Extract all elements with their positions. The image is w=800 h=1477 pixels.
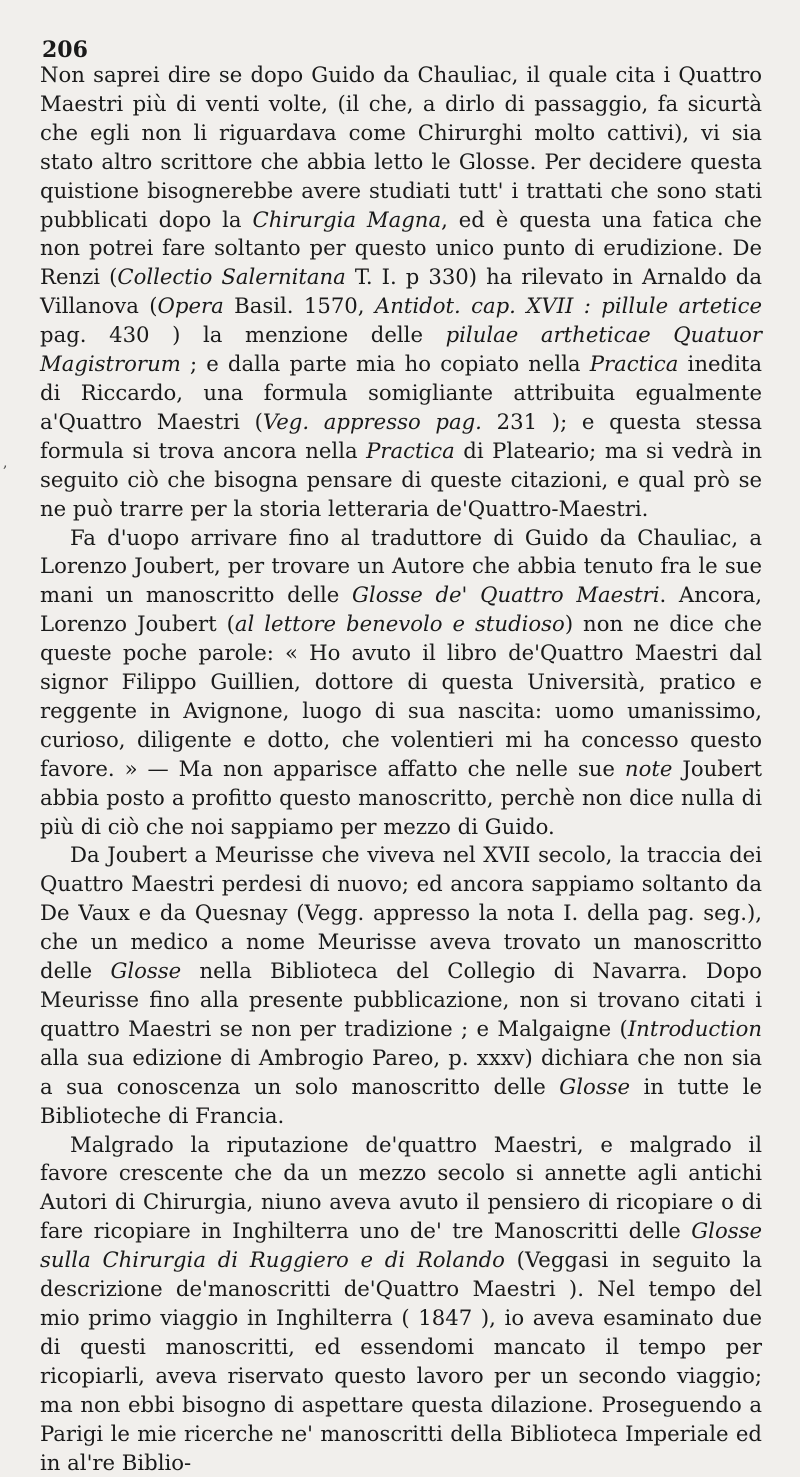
text-run: ) non ne dice che queste poche parole: « Ho avuto il libro de'Quattro Maestri dal signor Filippo Guillien, dottore di questa Università, pratico e reggente in Avignone, luogo di sua nascita: uomo umanissimo, curioso, diligente e dotto, che volentieri mi ha concesso questo favore. » — Ma non apparisce affatto che nelle sue bbox=[40, 611, 762, 781]
italic-text: note bbox=[624, 755, 673, 781]
italic-text: Glosse de' Quattro Maestri bbox=[352, 582, 660, 608]
italic-text: Introduction bbox=[627, 1015, 762, 1041]
italic-text: Chirurgia Magna bbox=[252, 206, 442, 232]
italic-text: Antidot. cap. XVII : pillule artetice bbox=[374, 293, 762, 319]
italic-text: Opera bbox=[157, 293, 224, 319]
italic-text: Glosse sulla Chirurgia di Ruggiero e di Rolando bbox=[40, 1218, 762, 1273]
text-run: , ed è questa una fatica che non potrei fare soltanto per questo unico punto di erudizione. De Renzi ( bbox=[40, 206, 762, 290]
text-run: ; e dalla parte mia ho copiato nella bbox=[180, 351, 590, 377]
text-run: in tutte le Biblioteche di Francia. bbox=[40, 1073, 762, 1128]
body-text bbox=[40, 61, 762, 1477]
italic-text: Glosse bbox=[110, 958, 182, 984]
paragraph bbox=[40, 61, 762, 524]
text-run: di Plateario; ma si vedrà in seguito ciò che bisogna pensare di queste citazioni, e qual prò se ne può trarre per la storia letteraria de'Quattro-Maestri. bbox=[40, 437, 762, 521]
text-run: T. I. p 330) ha rilevato in Arnaldo da Villanova ( bbox=[40, 264, 762, 319]
italic-text: Glosse bbox=[559, 1073, 631, 1099]
italic-text: pilulae artheticae Quatuor Magistrorum bbox=[40, 322, 762, 377]
text-run: (Veggasi in seguito la descrizione de'manoscritti de'Quattro Maestri ). Nel tempo del mio primo viaggio in Inghilterra ( 1847 ), io aveva esaminato due di questi manoscritti, ed essendomi mancato il tempo per ricopiarli, aveva riservato questo lavoro per un secondo viaggio; ma non ebbi bisogno di aspettare questa dilazione. Proseguendo a Parigi le mie ricerche ne' manoscritti della Biblioteca Imperiale ed in al're Biblio- bbox=[40, 1247, 762, 1475]
text-run: Fa d'uopo arrivare fino al traduttore di Guido da Chauliac, a Lorenzo Joubert, per trovare un Autore che abbia tenuto fra le sue mani un manoscritto delle bbox=[40, 524, 762, 608]
text-run: pag. 430 ) la menzione delle bbox=[40, 322, 446, 348]
text-run: nella Biblioteca del Collegio di Navarra. Dopo Meurisse fino alla presente pubblicazione, non si trovano citati i quattro Maestri se non per tradizione ; e Malgaigne ( bbox=[40, 958, 762, 1041]
paragraph bbox=[40, 524, 762, 842]
paragraph bbox=[40, 841, 762, 1130]
text-run: alla sua edizione di Ambrogio Pareo, p. xxxv) dichiara che non sia a sua conoscenza un solo manoscritto delle bbox=[40, 1044, 762, 1099]
text-run: Joubert abbia posto a profitto questo manoscritto, perchè non dice nulla di più di ciò che noi sappiamo per mezzo di Guido. bbox=[40, 755, 763, 839]
italic-text: Collectio Salernitana bbox=[117, 264, 346, 290]
text-run: . Ancora, Lorenzo Joubert ( bbox=[40, 582, 763, 637]
text-run: Malgrado la riputazione de'quattro Maestri, e malgrado il favore crescente che da un mezzo secolo si annette agli antichi Autori di Chirurgia, niuno aveva avuto il pensiero di ricopiare o di fare ricopiare in Inghilterra uno de' tre Manoscritti delle bbox=[40, 1131, 762, 1244]
italic-text: Practica bbox=[366, 437, 455, 463]
page-number: 206 bbox=[42, 37, 88, 63]
margin-mark: , bbox=[3, 455, 8, 471]
italic-text: Veg. appresso pag. bbox=[262, 408, 482, 434]
italic-text: al lettore benevolo e studioso bbox=[234, 611, 565, 637]
text-run: Da Joubert a Meurisse che viveva nel XVII secolo, la traccia dei Quattro Maestri perdesi di nuovo; ed ancora sappiamo soltanto da De Vaux e da Quesnay (Vegg. appresso la nota I. della pag. seg.), che un medico a nome Meurisse aveva trovato un manoscritto delle bbox=[40, 842, 762, 984]
text-run: Non saprei dire se dopo Guido da Chauliac, il quale cita i Quattro Maestri più di venti volte, (il che, a dirlo di passaggio, fa sicurtà che egli non li riguardava come Chirurghi molto cattivi), vi sia stato altro scrittore che abbia letto le Glosse. Per decidere questa quistione bisognerebbe avere studiati tutt' i trattati che sono stati pubblicati dopo la bbox=[40, 62, 762, 232]
text-run: 231 ); e questa stessa formula si trova ancora nella bbox=[40, 408, 762, 463]
italic-text: Practica bbox=[589, 351, 679, 377]
paragraph bbox=[40, 1131, 762, 1477]
text-run: Basil. 1570, bbox=[223, 293, 375, 319]
text-run: inedita di Riccardo, una formula somigliante attribuita egualmente a'Quattro Maestri ( bbox=[40, 351, 762, 434]
